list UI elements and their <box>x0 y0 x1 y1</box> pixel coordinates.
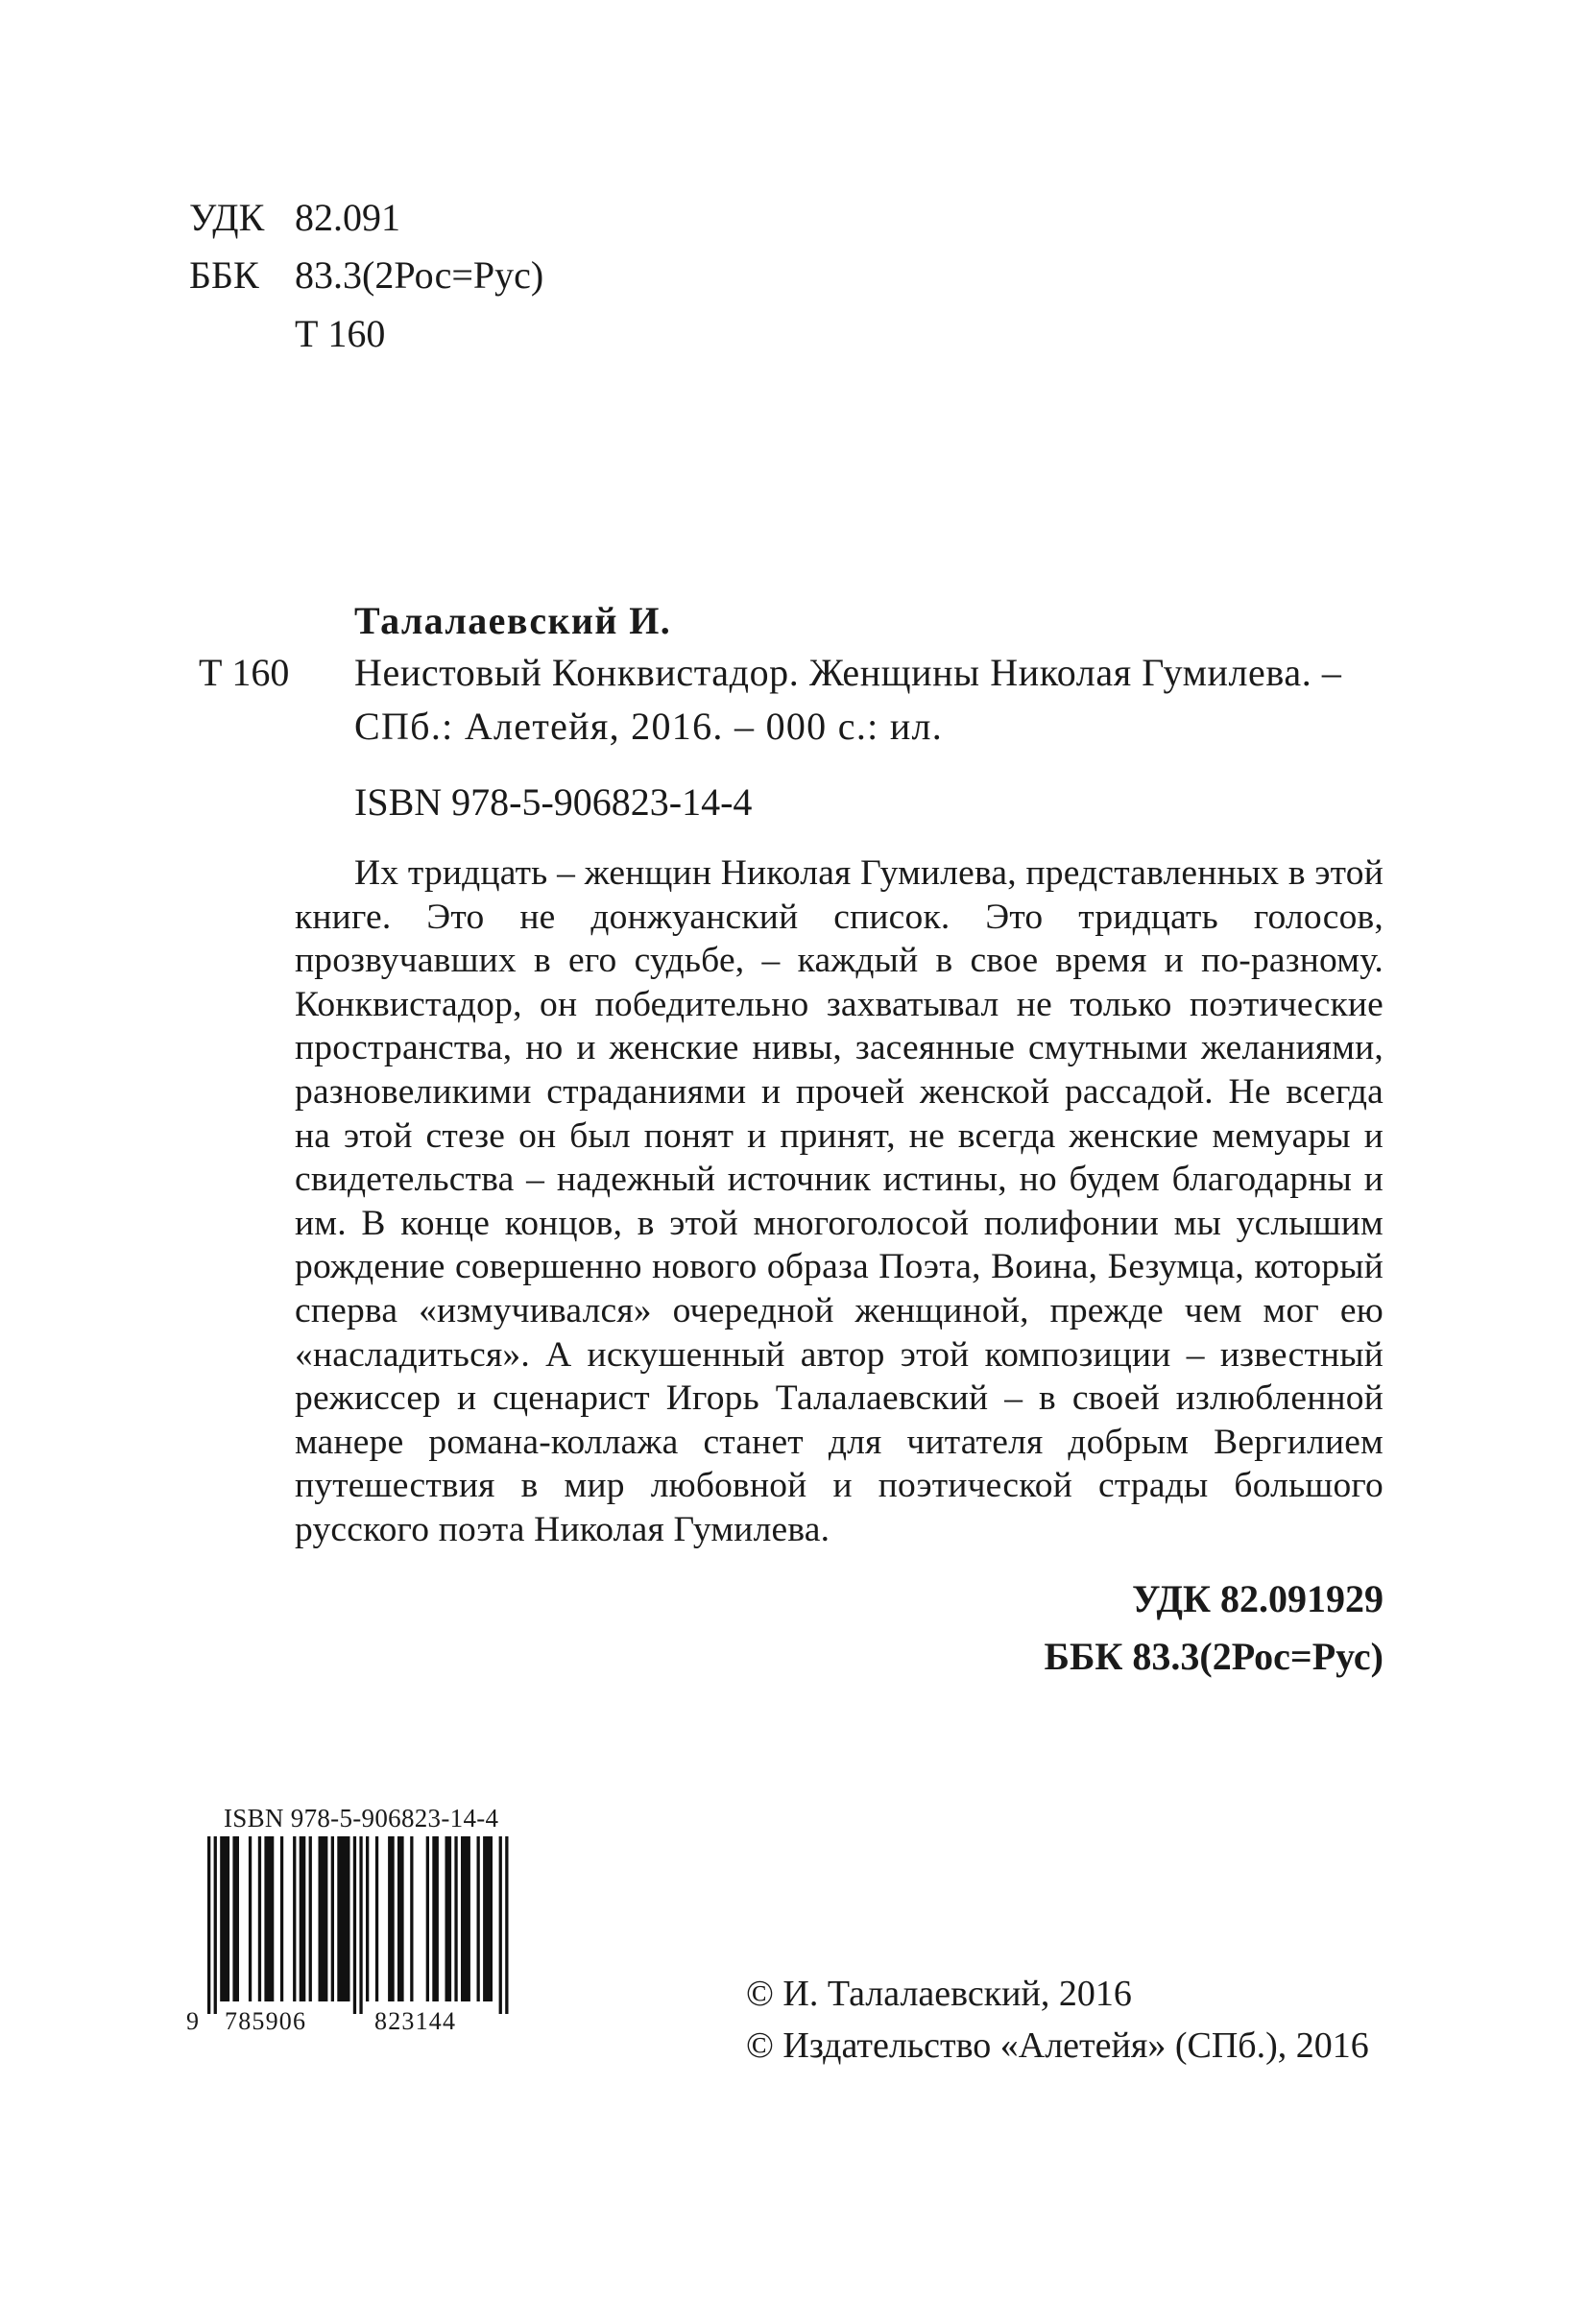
barcode-guard-bar <box>207 1836 210 2014</box>
barcode-bar <box>220 1836 229 2001</box>
barcode-bars <box>186 1836 541 2014</box>
barcode-guard-bar <box>353 1836 356 2014</box>
imprint-line: СПб.: Алетейя, 2016. – 000 с.: ил. <box>354 705 944 748</box>
bbk-value: 83.3(2Рос=Рус) <box>295 253 544 297</box>
barcode-bar <box>388 1836 395 2001</box>
barcode-guard-bar <box>499 1836 502 2014</box>
barcode-bar <box>483 1836 493 2001</box>
barcode-bar <box>337 1836 349 2001</box>
udk-value: 82.091 <box>295 196 400 239</box>
barcode-bar <box>264 1836 274 2001</box>
barcode-bar <box>249 1836 252 2001</box>
barcode-bar <box>454 1836 457 2001</box>
copyright-author: © И. Талалаевский, 2016 <box>746 1974 1132 2014</box>
barcode-bar <box>258 1836 261 2001</box>
book-annotation <box>295 851 1383 1552</box>
udk-line <box>189 189 400 247</box>
copyright-publisher: © Издательство «Алетейя» (СПб.), 2016 <box>746 2025 1369 2066</box>
book-title-line: Неистовый Конквистадор. Женщины Николая Гумилева. – <box>354 651 1342 694</box>
bbk-line <box>189 247 543 304</box>
barcode-bar <box>331 1836 334 2001</box>
author-heading: Талалаевский И. <box>354 599 672 642</box>
udk-label: УДК <box>189 196 265 239</box>
author-mark-top: Т 160 <box>295 312 386 355</box>
barcode-bar <box>375 1836 378 2001</box>
author-mark: Т 160 <box>199 651 290 694</box>
barcode-bar <box>300 1836 306 2001</box>
barcode-bar <box>232 1836 239 2001</box>
udk-code-footer: УДК 82.091929 <box>1132 1577 1383 1620</box>
barcode-lead-digit: 9 <box>186 2007 201 2035</box>
barcode-bar <box>410 1836 413 2001</box>
barcode-bar <box>293 1836 296 2001</box>
bbk-label: ББК <box>189 253 259 297</box>
isbn-line: ISBN 978-5-906823-14-4 <box>354 780 753 824</box>
annotation-text: Их тридцать – женщин Николая Гумилева, представленных в этой книге. Это не донжуанский список. Это тридцать голосов, прозвучавших в его судьбе, – каждый в свое время и по-разному. Конквистадор, он победительно захватывал не только поэтические пространства, но и женские нивы, засеянные смутными желаниями, разновеликими страданиями и прочей женской рассадой. Не всегда на этой стезе он был понят и принят, не всегда женские мемуары и свидетельства – надежный источник истины, но будем благодарны и им. В конце концов, в этой многоголосой полифонии мы услышим рождение совершенно нового образа Поэта, Воина, Безумца, который сперва «измучивался» очередной женщиной, прежде чем мог ею «насладиться». А искушенный автор этой композиции – известный режиссер и сценарист Игорь Талалаевский – в своей излюбленной манере романа-коллажа станет для читателя добрым Вергилием путешествия в мир любовной и поэтической страды большого русского поэта Николая Гумилева. <box>295 853 1383 1549</box>
barcode-bar <box>426 1836 429 2001</box>
barcode-bar <box>366 1836 369 2001</box>
barcode-bar <box>280 1836 283 2001</box>
barcode-bar <box>432 1836 439 2001</box>
barcode-bar <box>445 1836 452 2001</box>
barcode-guard-bar <box>214 1836 217 2014</box>
barcode-left-digits: 785906 <box>225 2007 307 2035</box>
bbk-code-footer: ББК 83.3(2Рос=Рус) <box>1044 1635 1383 1678</box>
barcode-bar <box>309 1836 312 2001</box>
barcode-bar <box>477 1836 480 2001</box>
barcode-bar <box>461 1836 470 2001</box>
barcode-isbn-label: ISBN 978-5-906823-14-4 <box>224 1804 499 1833</box>
barcode-bar <box>397 1836 404 2001</box>
barcode-right-digits: 823144 <box>374 2007 457 2035</box>
barcode-guard-bar <box>505 1836 508 2014</box>
barcode-bar <box>319 1836 328 2001</box>
barcode-guard-bar <box>359 1836 362 2014</box>
